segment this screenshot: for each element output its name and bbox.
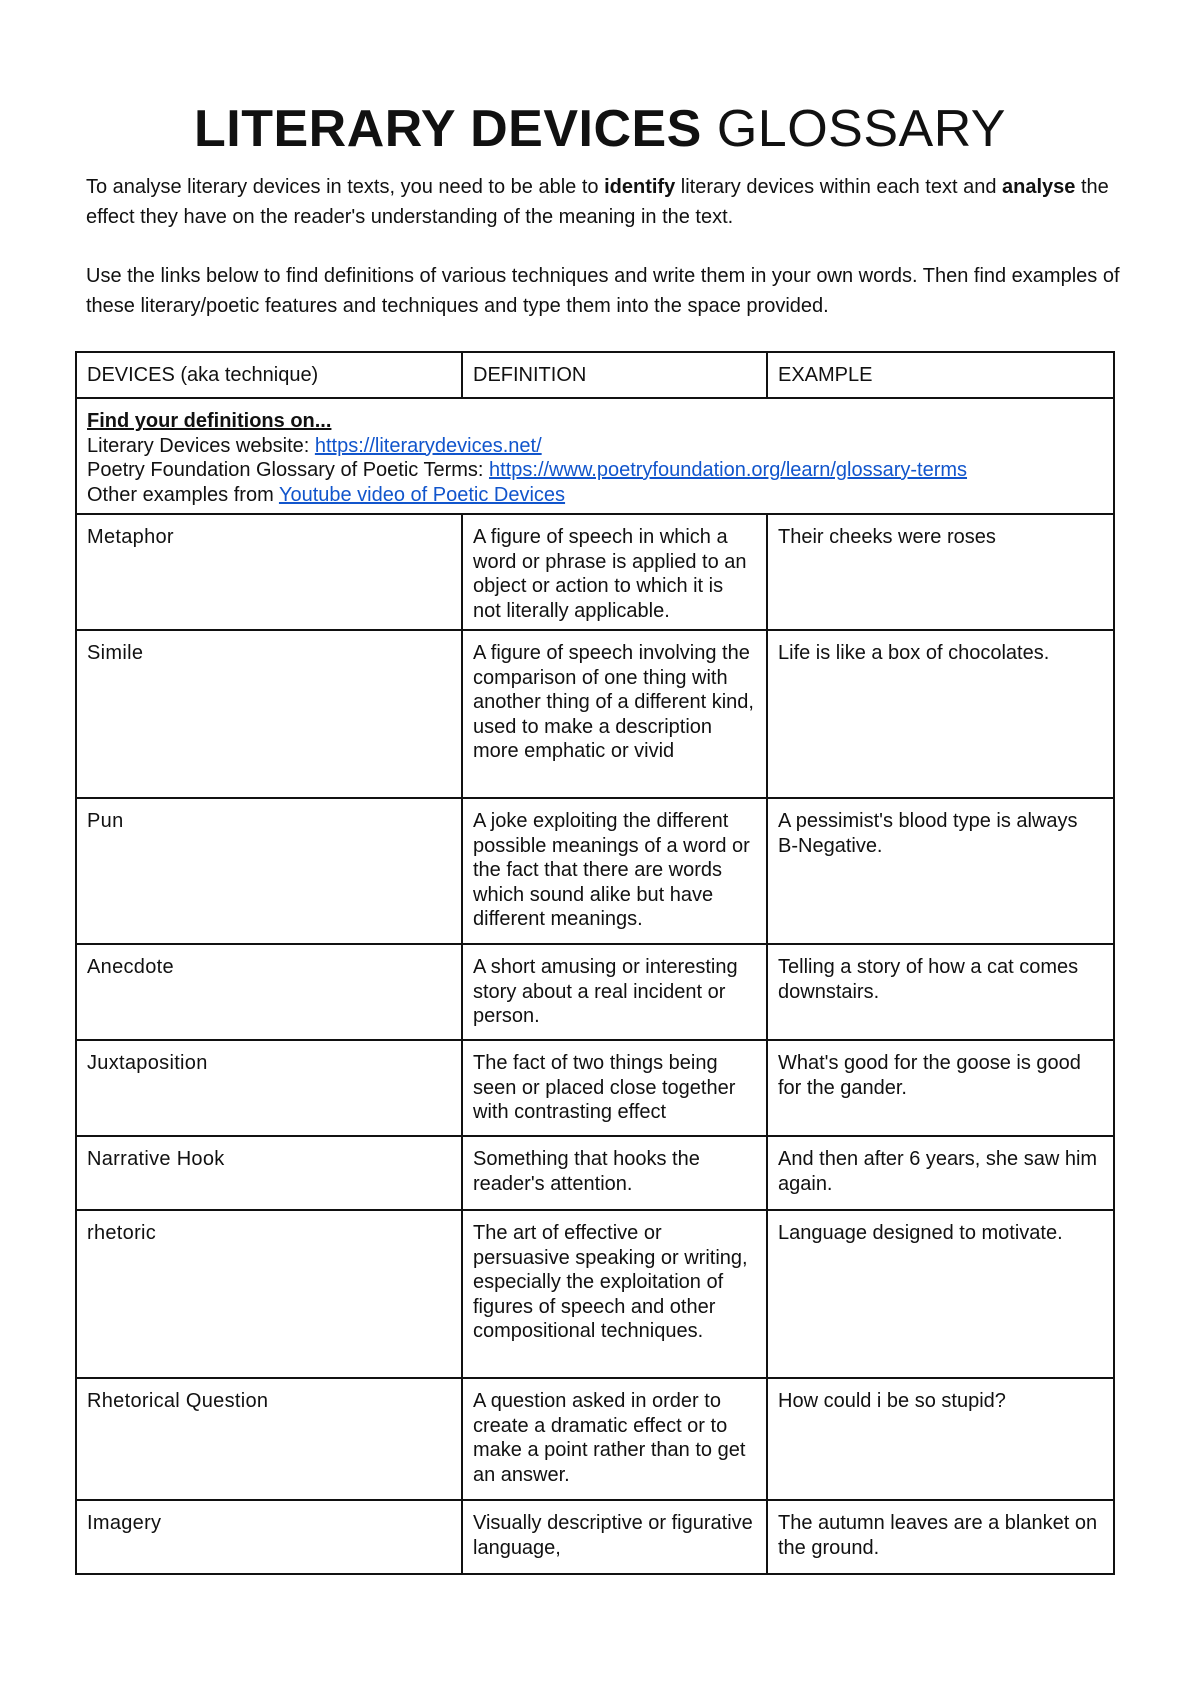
resource-line-literary-devices (87, 434, 1103, 459)
title-light: GLOSSARY (716, 100, 1006, 158)
intro-text: the effect they have on the reader's understanding of the meaning in the text. (86, 176, 1109, 228)
definition-cell: A question asked in order to create a dramatic effect or to make a point rather than to get an answer. (462, 1378, 767, 1500)
header-devices: DEVICES (aka technique) (76, 352, 462, 398)
resource-label: Other examples from (87, 483, 279, 506)
table-row (76, 1040, 1114, 1136)
definition-cell: Something that hooks the reader's attention. (462, 1136, 767, 1210)
definition-cell: A joke exploiting the different possible meanings of a word or the fact that there are words which sound alike but have different meanings. (462, 798, 767, 944)
header-definition: DEFINITION (462, 352, 767, 398)
intro-text: To analyse literary devices in texts, you need to be able to (86, 176, 605, 198)
intro-paragraph-1 (86, 172, 1126, 232)
device-cell: Pun (76, 798, 462, 944)
resource-line-youtube (87, 483, 1103, 508)
device-cell: Juxtaposition (76, 1040, 462, 1136)
device-cell: Anecdote (76, 944, 462, 1040)
title-strong: LITERARY DEVICES (194, 100, 702, 158)
device-cell: Rhetorical Question (76, 1378, 462, 1500)
definition-cell: A figure of speech in which a word or phrase is applied to an object or action to which it is not literally applicable. (462, 514, 767, 630)
example-cell: Life is like a box of chocolates. (767, 630, 1114, 798)
device-cell: rhetoric (76, 1210, 462, 1378)
table-row (76, 1500, 1114, 1574)
intro-text: literary devices within each text and (675, 176, 1003, 198)
resource-line-poetry-foundation (87, 458, 1103, 483)
example-cell: Language designed to motivate. (767, 1210, 1114, 1378)
table-row (76, 630, 1114, 798)
table-row (76, 798, 1114, 944)
table-row (76, 1378, 1114, 1500)
glossary-table (75, 351, 1115, 1575)
table-row (76, 514, 1114, 630)
youtube-video-link[interactable]: Youtube video of Poetic Devices (278, 483, 566, 506)
example-cell: How could i be so stupid? (767, 1378, 1114, 1500)
header-example: EXAMPLE (767, 352, 1114, 398)
resource-label: Poetry Foundation Glossary of Poetic Terms: (87, 459, 490, 481)
header-row (76, 352, 1114, 398)
intro-emphasis-analyse: analyse (1002, 176, 1076, 198)
resources-row (76, 398, 1114, 514)
definition-cell: The art of effective or persuasive speaking or writing, especially the exploitation of figures of speech and other compositional techniques. (462, 1210, 767, 1378)
intro-paragraph-2: Use the links below to find definitions of various techniques and write them in your own words. Then find examples of these literary/poetic features and techniques and type them into the space provided. (86, 265, 1120, 317)
example-cell: What's good for the goose is good for the gander. (767, 1040, 1114, 1136)
definition-cell: A figure of speech involving the comparison of one thing with another thing of a different kind, used to make a description more emphatic or vivid (462, 630, 767, 798)
example-cell: And then after 6 years, she saw him again. (767, 1136, 1114, 1210)
table-row (76, 944, 1114, 1040)
resource-label: Literary Devices website: (87, 434, 315, 457)
literary-devices-link[interactable]: https://literarydevices.net/ (314, 434, 542, 457)
definition-cell: The fact of two things being seen or placed close together with contrasting effect (462, 1040, 767, 1136)
device-cell: Simile (76, 630, 462, 798)
example-cell: A pessimist's blood type is always B-Negative. (767, 798, 1114, 944)
device-cell: Narrative Hook (76, 1136, 462, 1210)
definition-cell: A short amusing or interesting story about a real incident or person. (462, 944, 767, 1040)
poetry-foundation-link[interactable]: https://www.poetryfoundation.org/learn/glossary-terms (489, 459, 968, 481)
resources-cell (76, 398, 1114, 514)
intro-emphasis-identify: identify (604, 176, 676, 198)
device-cell: Imagery (76, 1500, 462, 1574)
table-row (76, 1210, 1114, 1378)
page-title (0, 98, 1200, 160)
example-cell: The autumn leaves are a blanket on the ground. (767, 1500, 1114, 1574)
example-cell: Their cheeks were roses (767, 514, 1114, 630)
example-cell: Telling a story of how a cat comes downstairs. (767, 944, 1114, 1040)
table-row (76, 1136, 1114, 1210)
device-cell: Metaphor (76, 514, 462, 630)
definition-cell: Visually descriptive or figurative language, (462, 1500, 767, 1574)
resources-heading: Find your definitions on... (87, 410, 332, 432)
